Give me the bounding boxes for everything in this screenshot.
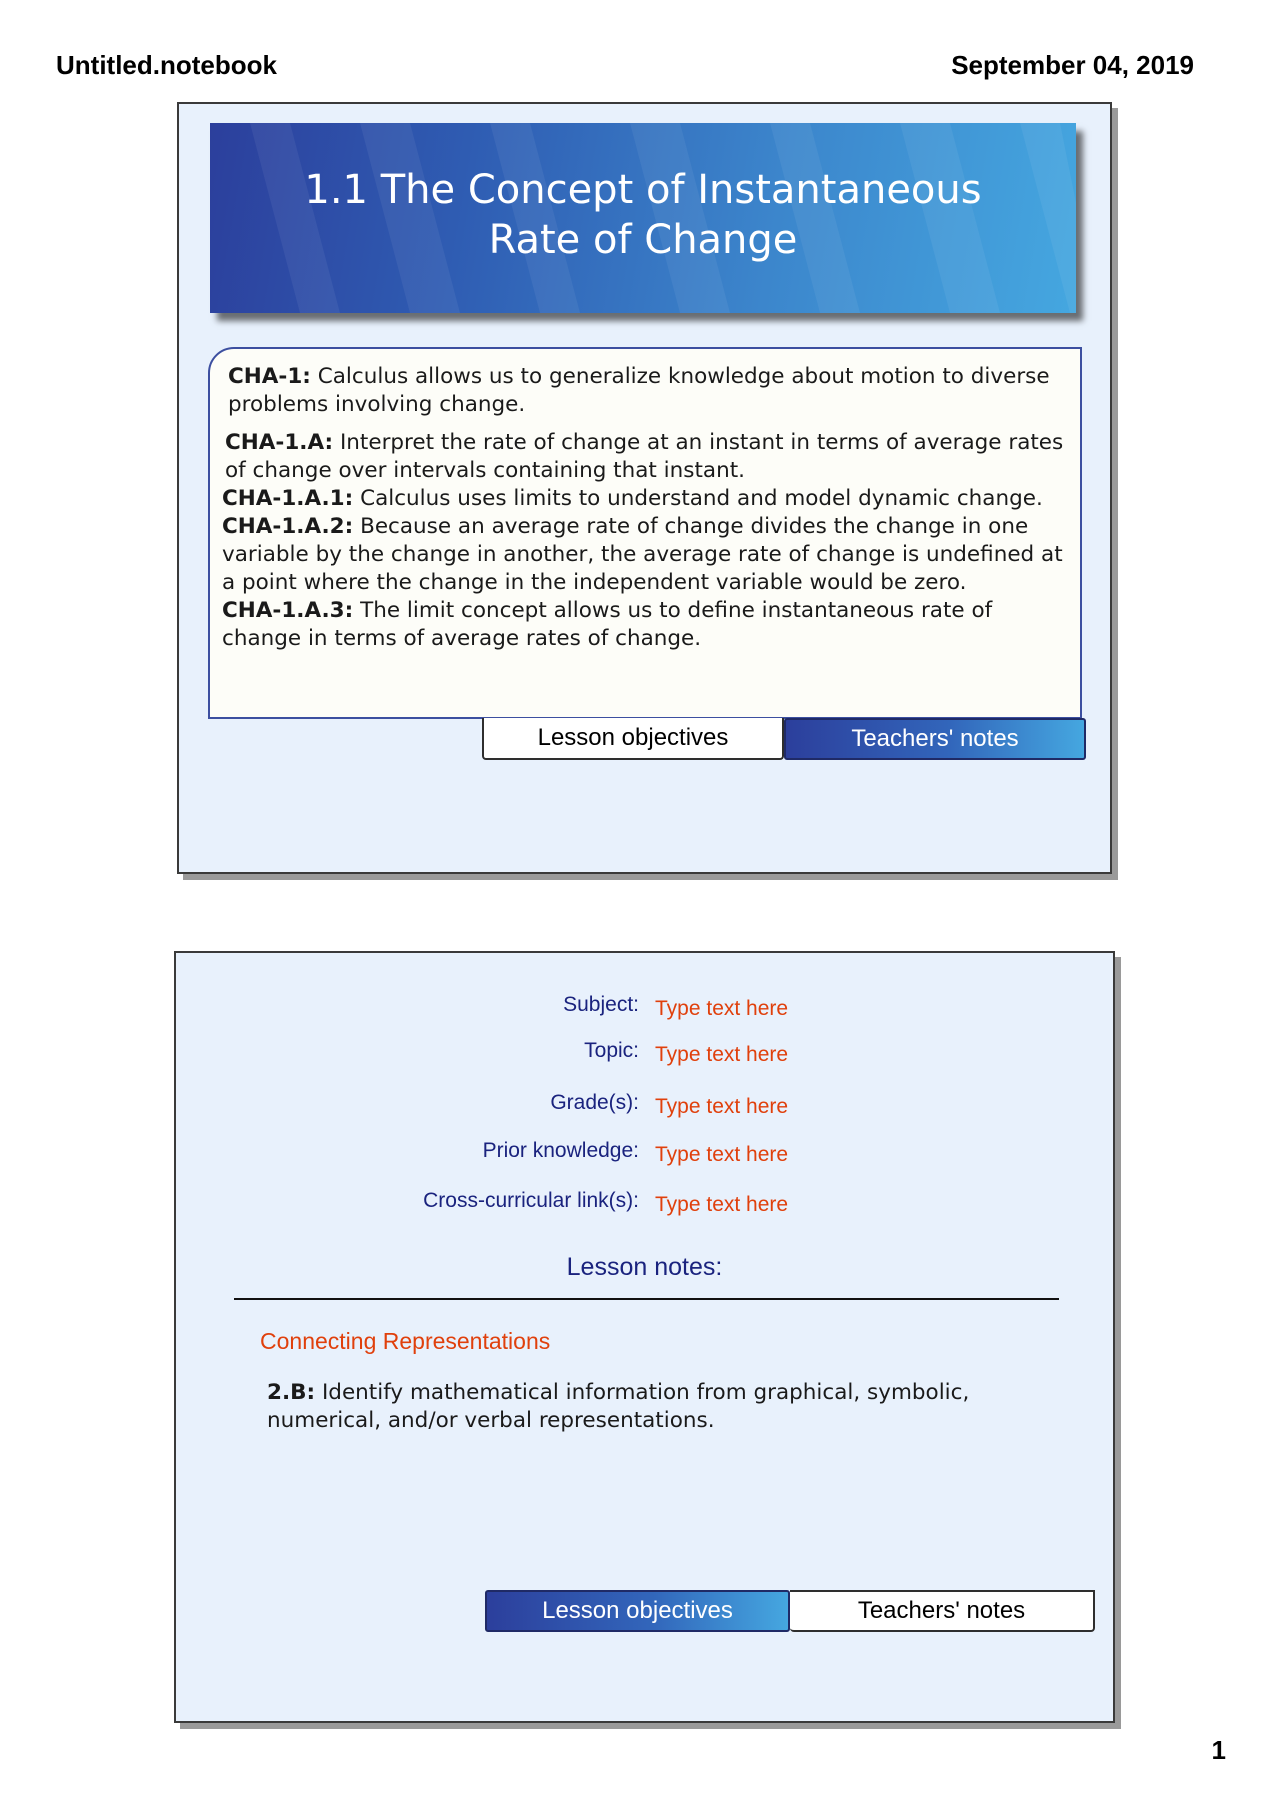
field-row-subject <box>176 993 1117 1023</box>
divider <box>234 1298 1059 1300</box>
objective-item: CHA-1.A.1: Calculus uses limits to understand and model dynamic change. <box>222 486 1043 511</box>
document-filename: Untitled.notebook <box>56 50 277 80</box>
field-value-input[interactable]: Type text here <box>655 1095 789 1118</box>
document-date: September 04, 2019 <box>951 50 1194 80</box>
slide-lesson-objectives <box>177 102 1112 874</box>
objective-item: CHA-1: Calculus allows us to generalize knowledge about motion to diverse problems involving change. <box>228 364 1050 417</box>
slide-teachers-notes <box>174 951 1115 1723</box>
tab-teachers-notes[interactable]: Teachers' notes <box>784 718 1086 760</box>
skill-description: 2.B: Identify mathematical information from graphical, symbolic, numerical, and/or verbal representations. <box>267 1380 970 1433</box>
field-label: Cross-curricular link(s): <box>423 1189 639 1212</box>
title-banner <box>210 123 1076 313</box>
field-label: Subject: <box>563 993 639 1016</box>
section-title: Connecting Representations <box>260 1328 551 1354</box>
tab-teachers-notes[interactable]: Teachers' notes <box>790 1590 1095 1632</box>
lesson-notes-heading: Lesson notes: <box>566 1253 723 1281</box>
page-number: 1 <box>1211 1735 1226 1765</box>
field-row-topic <box>176 1039 1117 1069</box>
field-label: Grade(s): <box>550 1091 639 1114</box>
field-value-input[interactable]: Type text here <box>655 1143 789 1166</box>
field-label: Prior knowledge: <box>482 1139 639 1162</box>
field-row-cross-curricular <box>176 1189 1117 1219</box>
slide-title <box>210 165 1076 265</box>
objective-item: CHA-1.A: Interpret the rate of change at an instant in terms of average rates of change over intervals containing that instant. <box>225 430 1064 483</box>
field-value-input[interactable]: Type text here <box>655 1193 789 1216</box>
field-row-grades <box>176 1091 1117 1121</box>
tab-lesson-objectives[interactable]: Lesson objectives <box>485 1590 790 1632</box>
objectives-box <box>208 347 1082 719</box>
field-row-prior-knowledge <box>176 1139 1117 1169</box>
slide-title-line-1: 1.1 The Concept of Instantaneous <box>304 167 982 213</box>
objective-item: CHA-1.A.3: The limit concept allows us to define instantaneous rate of change in terms of average rates of change. <box>222 598 993 651</box>
field-value-input[interactable]: Type text here <box>655 1043 789 1066</box>
field-label: Topic: <box>584 1039 639 1062</box>
field-value-input[interactable]: Type text here <box>655 997 789 1020</box>
slide-title-line-2: Rate of Change <box>488 217 798 263</box>
objective-item: CHA-1.A.2: Because an average rate of change divides the change in one variable by the change in another, the average rate of change is undefined at a point where the change in the independent variable would be zero. <box>222 514 1063 595</box>
tab-lesson-objectives[interactable]: Lesson objectives <box>482 718 784 760</box>
